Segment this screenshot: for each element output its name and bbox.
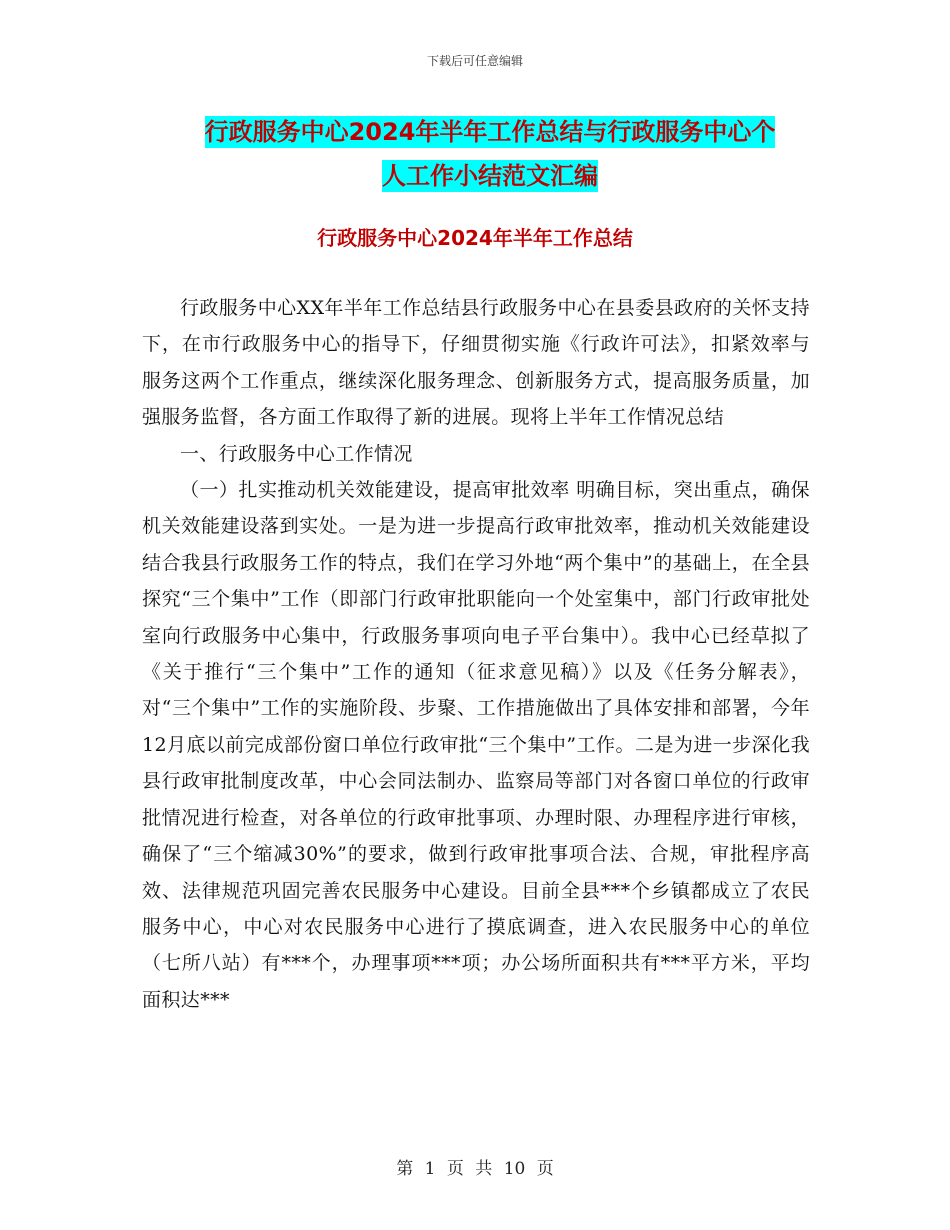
page-number: 第 1 页 共 10 页 [396,1159,554,1179]
section-title: 行政服务中心2024年半年工作总结 [317,226,633,250]
paragraph-intro: 行政服务中心XX年半年工作总结县行政服务中心在县委县政府的关怀支持下，在市行政服务中心的指导下，仔细贯彻实施《行政许可法》，扣紧效率与服务这两个工作重点，继续深化服务理念、创新服务方式，提高服务质量，加强服务监督，各方面工作取得了新的进展。现将上半年工作情况总结 [142,297,810,429]
document-body [142,290,810,1018]
paragraph-heading-1: 一、行政服务中心工作情况 [180,442,413,465]
document-title-line-2: 人工作小结范文汇编 [382,162,598,190]
document-title-line-1: 行政服务中心2024年半年工作总结与行政服务中心个 [204,118,776,146]
page-header-note: 下载后可任意编辑 [426,54,523,68]
document-title [140,110,840,198]
paragraph-efficiency: （一）扎实推动机关效能建设，提高审批效率 明确目标，突出重点，确保机关效能建设落到实处。一是为进一步提高行政审批效率，推动机关效能建设结合我县行政服务工作的特点，我们在学习外地“两个集中”的基础上，在全县探究“三个集中”工作（即部门行政审批职能向一个处室集中，部门行政审批处室向行政服务中心集中，行政服务事项向电子平台集中）。我中心已经草拟了《关于推行“三个集中”工作的通知（征求意见稿）》以及《任务分解表》，对“三个集中”工作的实施阶段、步聚、工作措施做出了具体安排和部署，今年12月底以前完成部份窗口单位行政审批“三个集中”工作。二是为进一步深化我县行政审批制度改革，中心会同法制办、监察局等部门对各窗口单位的行政审批情况进行检查，对各单位的行政审批事项、办理时限、办理程序进行审核，确保了“三个缩减30%”的要求，做到行政审批事项合法、合规，审批程序高效、法律规范巩固完善农民服务中心建设。目前全县***个乡镇都成立了农民服务中心，中心对农民服务中心进行了摸底调查，进入农民服务中心的单位（七所八站）有***个，办理事项***项；办公场所面积共有***平方米，平均面积达*** [142,479,810,1011]
